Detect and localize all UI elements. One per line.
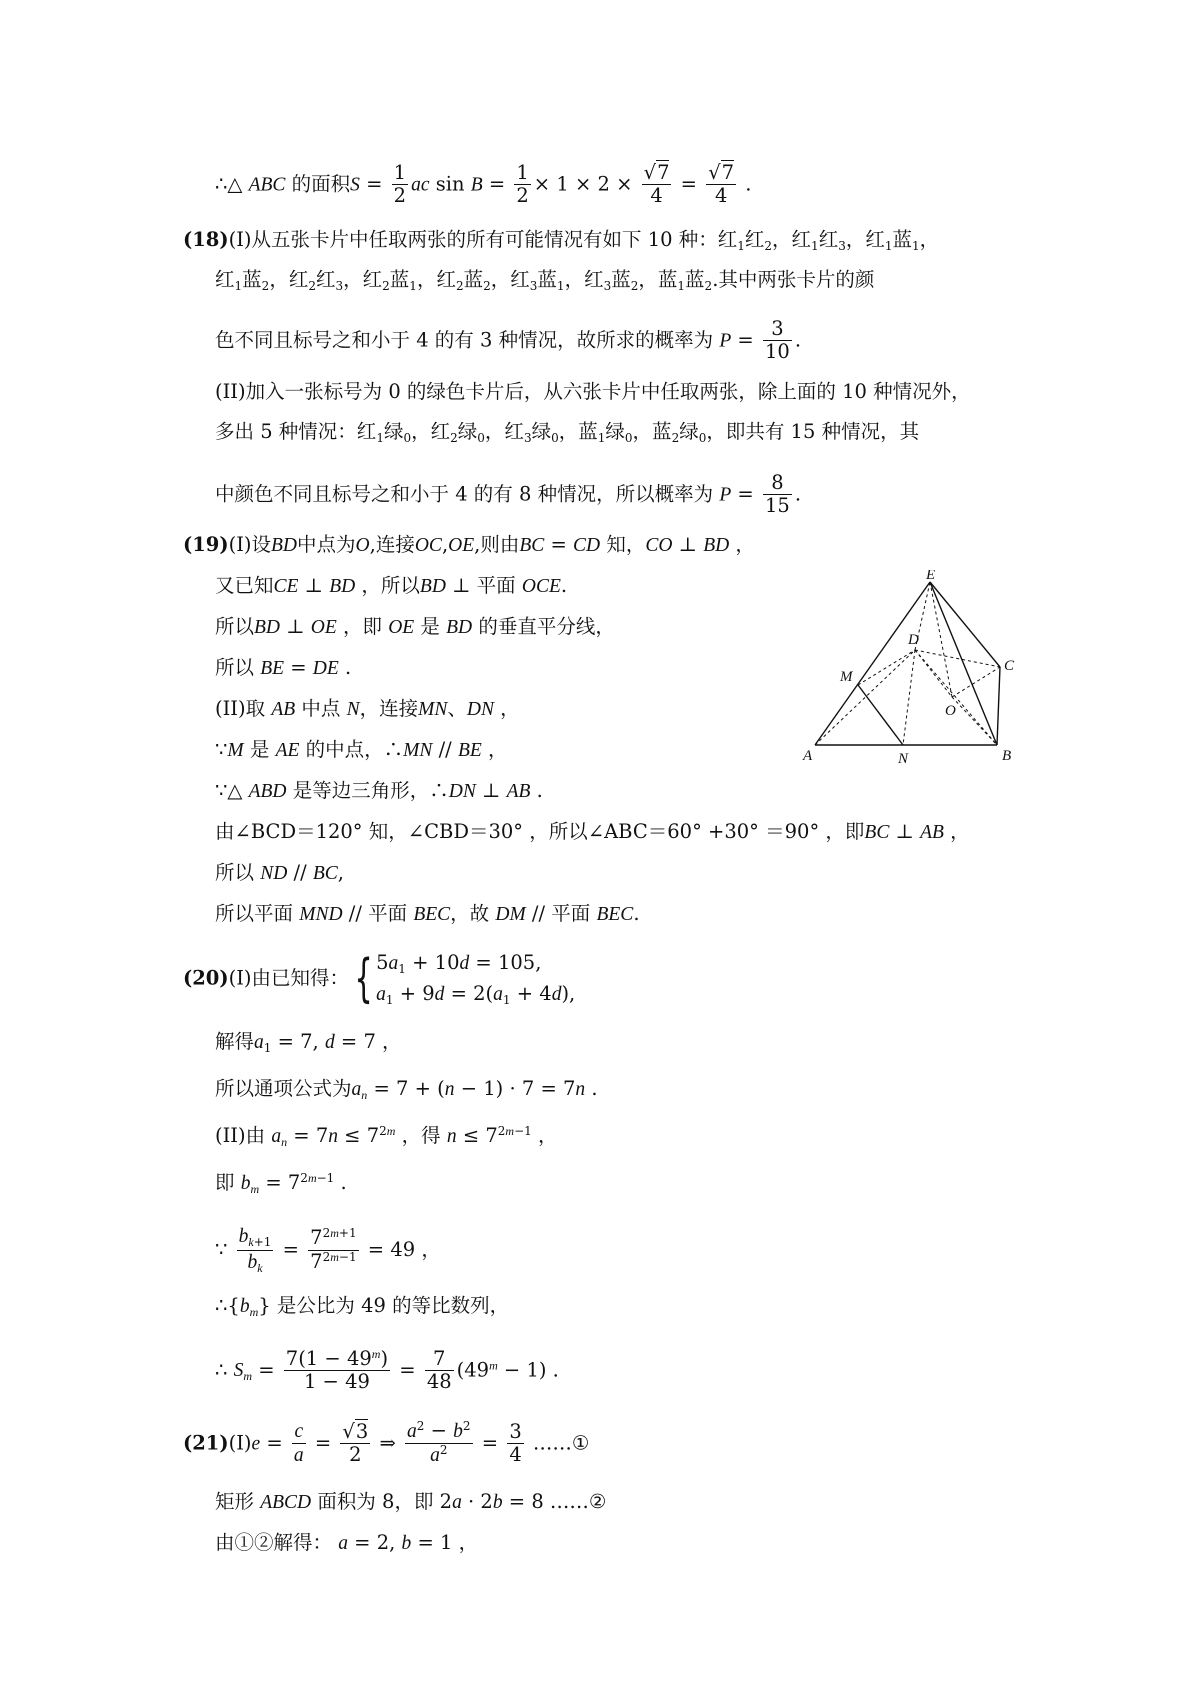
q18-line-5: 多出 5 种情况：红$_1$绿$_0$，红$_2$绿$_0$，红$_3$绿$_0$，蓝$_1$绿$_0$，蓝$_2$绿$_0$，即共有 15 种情况，其 <box>215 420 920 445</box>
pyramid-figure <box>800 570 1030 770</box>
figure-label-E: E <box>926 570 936 583</box>
q20-line-4: (II)由 $a_n = 7n \le 7^{2m}$ ，得 $n \le 7^{2m-1}$ ， <box>215 1124 558 1149</box>
solid-edges <box>815 582 1000 745</box>
question-number: (18) <box>183 228 229 251</box>
q21-line-3: 由①②解得： a = 2, b = 1 ， <box>215 1531 479 1554</box>
q20-line-3: 所以通项公式为$a_n = 7 + (n - 1) \cdot 7 = 7n$ . <box>215 1077 598 1102</box>
q19-line-6: ∵M 是 AE 的中点，∴MN // BE ， <box>215 738 508 761</box>
question-number: (20) <box>183 966 229 990</box>
hidden-edges <box>815 582 1000 745</box>
area-line: ∴△ ABC 的面积S = $\frac{1}{2}$ ac sin B = $\frac{1}{2}$ × 1 × 2 × $\frac{√7}{4}$ = $\frac{√7}{4}$ . <box>215 161 752 208</box>
q21-line-2: 矩形 ABCD 面积为 8，即 2a · 2b = 8 ……② <box>215 1490 607 1513</box>
q20-line-2: 解得$a_1 = 7$, d = 7 ， <box>215 1030 402 1055</box>
q19-line-2: 又已知CE ⊥ BD ，所以BD ⊥ 平面 OCE. <box>215 574 568 597</box>
figure-label-C: C <box>1004 658 1015 674</box>
figure-label-N: N <box>898 751 909 767</box>
figure-label-O: O <box>945 703 956 719</box>
q18-line-2: 红$_1$蓝$_2$，红$_2$红$_3$，红$_2$蓝$_1$，红$_2$蓝$_2$，红$_3$蓝$_1$，红$_3$蓝$_2$，蓝$_1$蓝$_2$.其中两张卡片的颜 <box>215 268 875 293</box>
q20-line-5: 即 $b_m = 7^{2m-1}$ . <box>215 1171 347 1196</box>
q19-line-3: 所以BD ⊥ OE ，即 OE 是 BD 的垂直平分线， <box>215 615 615 638</box>
q20-line-7: $\therefore\{b_m\}$ 是公比为 49 的等比数列， <box>215 1294 510 1319</box>
q19-line-8: 由∠BCD＝120° 知，∠CBD＝30° ，所以∠ABC＝60° +30° ＝90° ，即BC ⊥ AB ， <box>215 820 970 843</box>
figure-label-D: D <box>908 632 919 648</box>
figure-label-M: M <box>840 669 853 685</box>
q18-line-3: 色不同且标号之和小于 4 的有 3 种情况，故所求的概率为 P = $\frac{3}{10}$ . <box>215 317 802 364</box>
q19-line-10: 所以平面 MND // 平面 BEC，故 DM // 平面 BEC. <box>215 902 640 925</box>
question-number: (21) <box>183 1431 229 1455</box>
q19-line-5: (II)取 AB 中点 N，连接MN、DN ， <box>215 697 520 720</box>
q19-line-9: 所以 ND // BC, <box>215 861 344 884</box>
q20-line-6: ∵ $\frac{b_{k+1}}{b_k}$ = $\frac{7^{2m+1}}{7^{2m-1}}$ = 49 ， <box>215 1226 441 1275</box>
q19-line-4: 所以 BE = DE . <box>215 656 352 679</box>
figure-label-A: A <box>803 748 813 764</box>
q18-line-1: (18)(I)从五张卡片中任取两张的所有可能情况有如下 10 种：红$_1$红$_2$，红$_1$红$_3$，红$_1$蓝$_1$， <box>183 228 940 253</box>
q21-line-1: (21)(I)e = $\frac{c}{a}$ = $\frac{√3}{2}$ ⇒ $\frac{a^2 - b^2}{a^2}$ = $\frac{3}{4}$ ……① <box>183 1419 590 1467</box>
q20-line-8: ∴ $S_m$ = $\frac{7(1 - 49^m)}{1 - 49}$ = $\frac{7}{48}$ $(49^m - 1)$ . <box>215 1347 559 1394</box>
q20-line-1: (20)(I)由已知得： { $5a_1 + 10d = 105$, $a_1 + 9d = 2(a_1 + 4d)$, <box>183 949 576 1010</box>
q19-line-7: ∵△ ABD 是等边三角形，∴DN ⊥ AB . <box>215 779 543 802</box>
question-number: (19) <box>183 533 229 556</box>
figure-label-B: B <box>1002 748 1012 764</box>
q18-line-6: 中颜色不同且标号之和小于 4 的有 8 种情况，所以概率为 P = $\frac{8}{15}$ . <box>215 471 802 518</box>
q19-line-1: (19)(I)设BD中点为O,连接OC,OE,则由BC = CD 知，CO ⊥ BD ， <box>183 533 755 556</box>
q18-line-4: (II)加入一张标号为 0 的绿色卡片后，从六张卡片中任取两张，除上面的 10 种情况外， <box>215 380 971 403</box>
